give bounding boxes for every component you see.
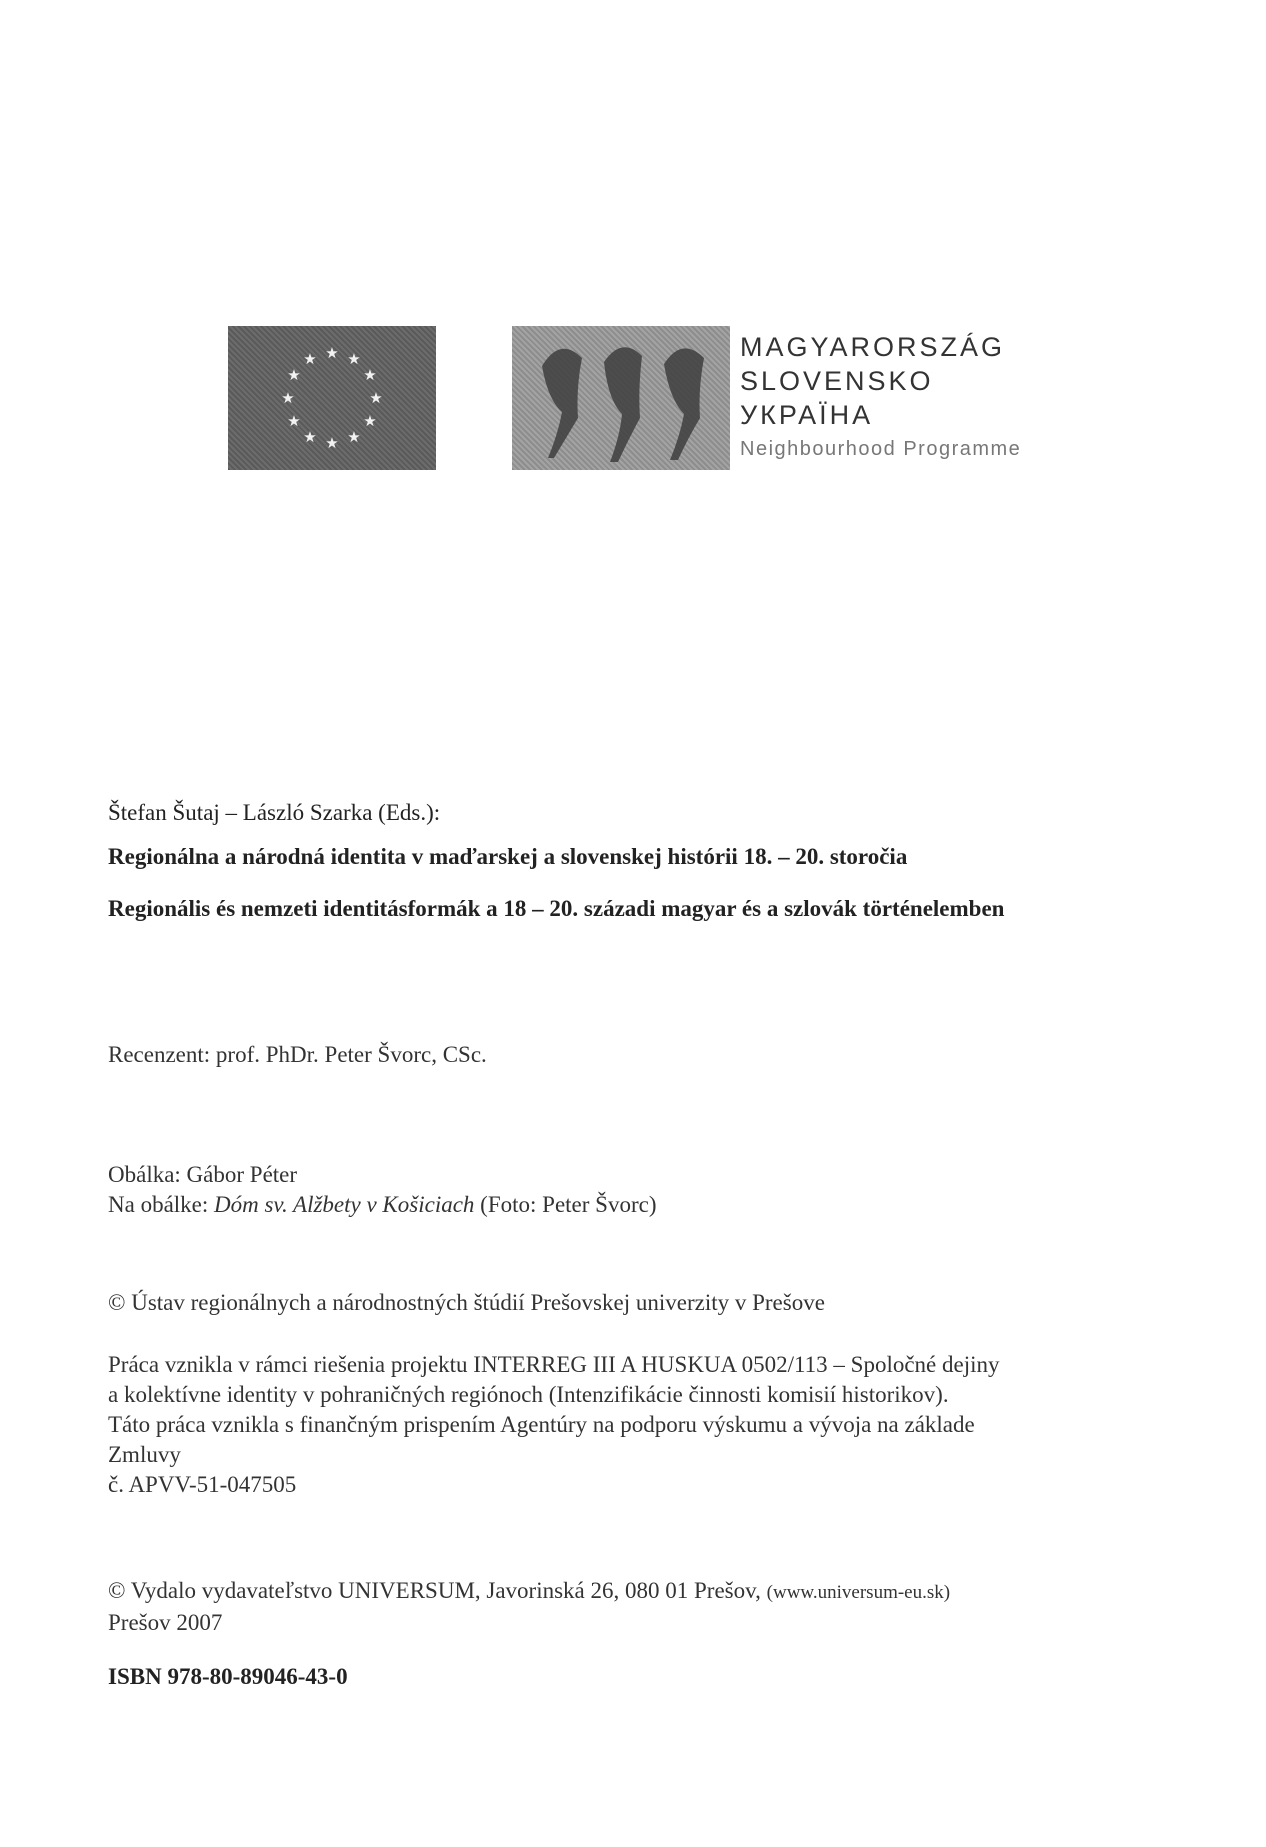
publisher-website: (www.universum-eu.sk) xyxy=(766,1582,951,1603)
svg-text:★: ★ xyxy=(303,350,317,368)
book-title-sk: Regionálna a národná identita v maďarskej a slovenskej histórii 18. – 20. storočia xyxy=(108,844,908,869)
dancers-icon xyxy=(512,326,730,470)
project-line: Táto práca vznikla s finančným prispením Agentúry na podporu výskumu a vývoja na základe xyxy=(108,1412,975,1437)
on-cover-title: Dóm sv. Alžbety v Košiciach xyxy=(214,1192,475,1217)
project-line: č. APVV-51-047505 xyxy=(108,1472,297,1497)
on-cover-label: Na obálke: xyxy=(108,1192,209,1217)
svg-text:★: ★ xyxy=(287,412,301,430)
svg-text:★: ★ xyxy=(325,434,339,452)
svg-text:★: ★ xyxy=(325,344,339,362)
svg-text:★: ★ xyxy=(347,350,361,368)
project-line: Zmluvy xyxy=(108,1442,181,1467)
eu-flag-icon xyxy=(228,326,436,470)
eu-stars-icon xyxy=(228,326,436,470)
svg-text:★: ★ xyxy=(347,428,361,446)
svg-text:★: ★ xyxy=(369,389,383,407)
publisher-info xyxy=(108,1576,1168,1638)
programme-dancers-logo xyxy=(512,326,730,470)
svg-text:★: ★ xyxy=(363,366,377,384)
isbn: ISBN 978-80-89046-43-0 xyxy=(108,1664,348,1689)
book-title-hu: Regionális és nemzeti identitásformák a 18 – 20. századi magyar és a szlovák történelemben xyxy=(108,896,1005,921)
publisher-line xyxy=(108,1576,1168,1608)
book-editors: Štefan Šutaj – László Szarka (Eds.): xyxy=(108,800,441,825)
reviewer: Recenzent: prof. PhDr. Peter Švorc, CSc. xyxy=(108,1042,487,1067)
svg-text:★: ★ xyxy=(287,366,301,384)
cover-info xyxy=(108,1160,1168,1220)
programme-line-hu: MAGYARORSZÁG xyxy=(740,332,1006,362)
publisher-place-year: Prešov 2007 xyxy=(108,1610,223,1635)
svg-text:★: ★ xyxy=(303,428,317,446)
project-info xyxy=(108,1350,1168,1500)
programme-line-sk: SLOVENSKO xyxy=(740,366,934,396)
programme-subtitle: Neighbourhood Programme xyxy=(740,438,1022,460)
cover-designer: Obálka: Gábor Péter xyxy=(108,1162,298,1187)
project-line: a kolektívne identity v pohraničných regiónoch (Intenzifikácie činnosti komisií historikov). xyxy=(108,1382,949,1407)
programme-line-ua: УКРАЇНА xyxy=(740,400,874,430)
publisher-name: © Vydalo vydavateľstvo UNIVERSUM, Javorinská 26, 080 01 Prešov, xyxy=(108,1578,761,1603)
institution-copyright: © Ústav regionálnych a národnostných štúdií Prešovskej univerzity v Prešove xyxy=(108,1290,825,1315)
programme-title xyxy=(740,330,1120,461)
svg-text:★: ★ xyxy=(281,389,295,407)
svg-text:★: ★ xyxy=(363,412,377,430)
cover-image-credit xyxy=(108,1190,1168,1220)
project-line: Práca vznikla v rámci riešenia projektu INTERREG III A HUSKUA 0502/113 – Spoločné dejiny xyxy=(108,1352,1000,1377)
on-cover-photo: (Foto: Peter Švorc) xyxy=(480,1192,657,1217)
